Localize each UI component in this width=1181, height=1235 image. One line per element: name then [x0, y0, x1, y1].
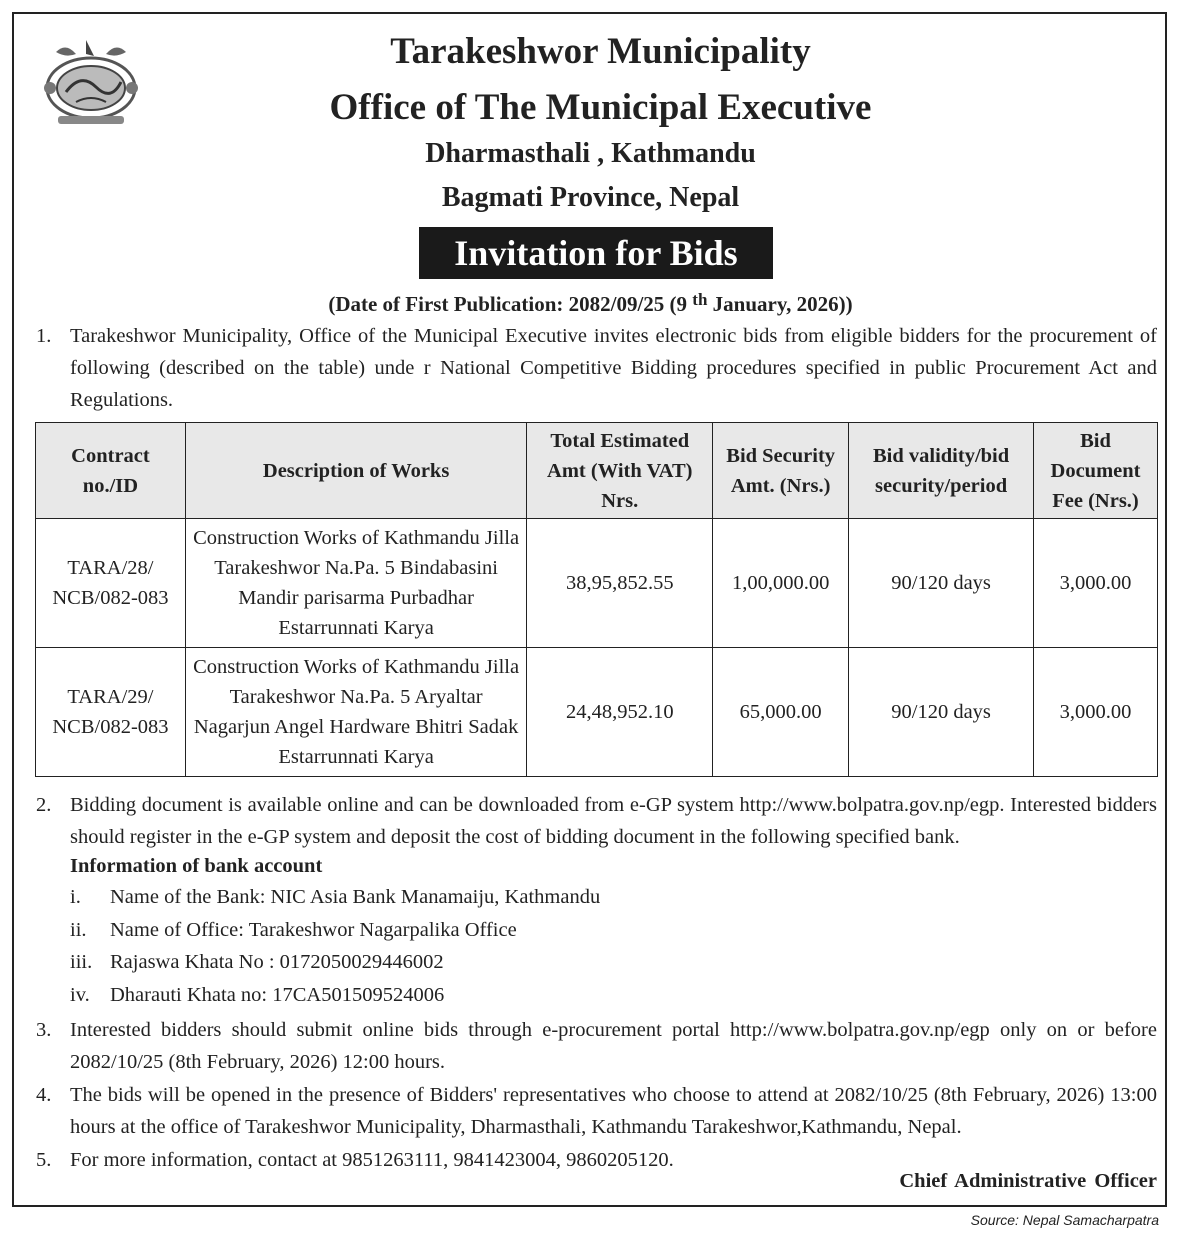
col-description: Description of Works	[185, 423, 526, 519]
paragraph-text: Bidding document is available online and can be downloaded from e-GP system http://www.bolpatra.gov.np/egp. Interested bidders should register in the e-GP system and deposit the cost of bidding document in the following specified bank.	[70, 794, 1157, 848]
cell-estimated-amount: 24,48,952.10	[527, 648, 713, 777]
publication-date: (Date of First Publication: 2082/09/25 (9 $^{th}$ January, 2026))	[328, 290, 853, 316]
cell-description: Construction Works of Kathmandu Jilla Tarakeshwor Na.Pa. 5 Bindabasini Mandir parisarma Purbadhar Estarrunnati Karya	[185, 519, 526, 648]
bank-item-text: Rajaswa Khata No : 0172050029446002	[110, 951, 444, 973]
paragraph-text: The bids will be opened in the presence of Bidders' representatives who choose to attend at 2082/10/25 (8th February, 2026) 13:00 hours at the office of Tarakeshwor Municipality, Dharmasthali, Kathmandu Tarakeshwor,Kathmandu, Nepal.	[70, 1084, 1157, 1138]
paragraph-text: For more information, contact at 9851263111, 9841423004, 9860205120.	[70, 1149, 674, 1171]
cell-document-fee: 3,000.00	[1034, 519, 1158, 648]
cell-estimated-amount: 38,95,852.55	[527, 519, 713, 648]
paragraph-text: Tarakeshwor Municipality, Office of the Municipal Executive invites electronic bids from eligible bidders for the procurement of following (described on the table) unde r National Competitive Bidding procedures specified in public Procurement Act and Regulations.	[70, 325, 1157, 411]
col-contract-id: Contract no./ID	[36, 423, 186, 519]
bank-item-text: Dharauti Khata no: 17CA501509524006	[110, 984, 445, 1006]
bank-item-text: Name of Office: Tarakeshwor Nagarpalika Office	[110, 919, 517, 941]
col-document-fee: Bid Document Fee (Nrs.)	[1034, 423, 1158, 519]
notice-title: Invitation for Bids	[419, 227, 773, 279]
paragraph-3	[36, 1014, 1157, 1078]
table-header-row	[36, 423, 1158, 519]
col-estimated-amount: Total Estimated Amt (With VAT) Nrs.	[527, 423, 713, 519]
bank-item-number: i.	[70, 886, 81, 908]
signature-title: Chief Administrative Officer	[899, 1170, 1157, 1192]
bank-item-number: ii.	[70, 919, 87, 941]
table-row	[36, 519, 1158, 648]
province-line: Bagmati Province, Nepal	[441, 182, 740, 213]
cell-contract-id: TARA/29/ NCB/082-083	[36, 648, 186, 777]
bank-item-text: Name of the Bank: NIC Asia Bank Manamaiju, Kathmandu	[110, 886, 601, 908]
cell-contract-id: TARA/28/ NCB/082-083	[36, 519, 186, 648]
source-credit: Source: Nepal Samacharpatra	[970, 1212, 1159, 1228]
paragraph-number: 4.	[36, 1084, 52, 1106]
paragraph-number: 2.	[36, 794, 52, 816]
cell-bid-security: 65,000.00	[713, 648, 849, 777]
paragraph-2	[36, 789, 1157, 853]
paragraph-number: 3.	[36, 1019, 52, 1041]
cell-bid-security: 1,00,000.00	[713, 519, 849, 648]
address-line: Dharmasthali , Kathmandu	[425, 138, 756, 169]
cell-description: Construction Works of Kathmandu Jilla Tarakeshwor Na.Pa. 5 Aryaltar Nagarjun Angel Hardware Bhitri Sadak Estarrunnati Karya	[185, 648, 526, 777]
bank-info-heading: Information of bank account	[70, 855, 323, 877]
paragraph-number: 1.	[36, 325, 52, 347]
col-bid-validity: Bid validity/bid security/period	[849, 423, 1034, 519]
col-bid-security: Bid Security Amt. (Nrs.)	[713, 423, 849, 519]
table-row	[36, 648, 1158, 777]
municipality-name: Tarakeshwor Municipality	[390, 31, 811, 72]
paragraph-1	[36, 320, 1157, 416]
paragraph-4	[36, 1079, 1157, 1143]
paragraph-number: 5.	[36, 1149, 52, 1171]
bank-item-number: iv.	[70, 984, 90, 1006]
bids-table	[35, 422, 1158, 777]
cell-document-fee: 3,000.00	[1034, 648, 1158, 777]
office-name: Office of The Municipal Executive	[329, 87, 872, 128]
cell-bid-validity: 90/120 days	[849, 648, 1034, 777]
paragraph-text: Interested bidders should submit online bids through e-procurement portal http://www.bolpatra.gov.np/egp only on or before 2082/10/25 (8th February, 2026) 12:00 hours.	[70, 1019, 1157, 1073]
bank-item-number: iii.	[70, 951, 93, 973]
cell-bid-validity: 90/120 days	[849, 519, 1034, 648]
